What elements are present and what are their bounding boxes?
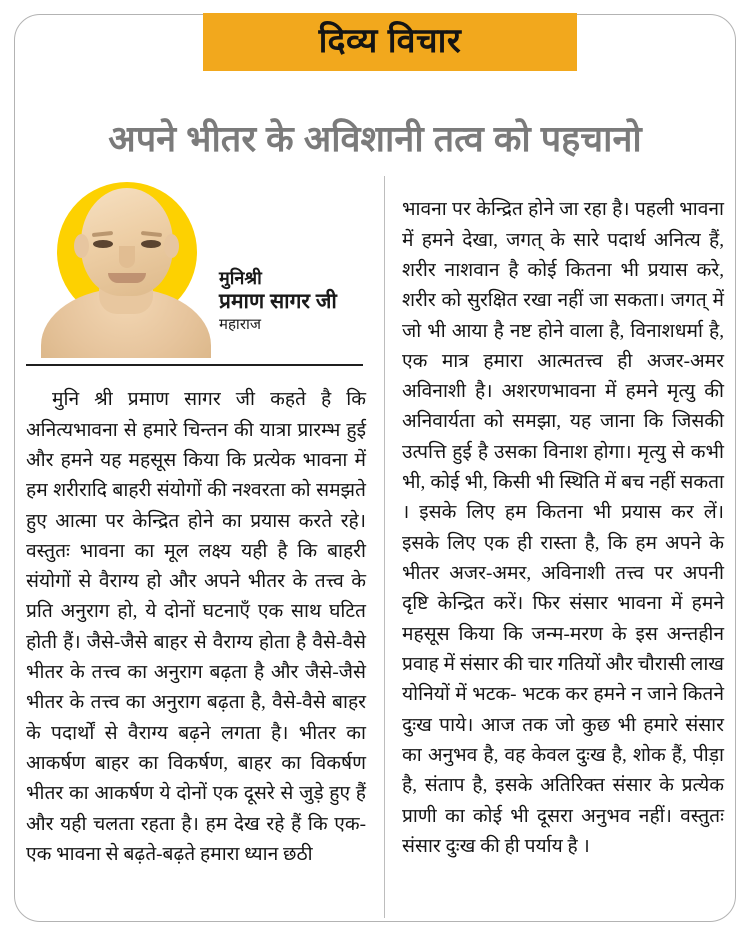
monk-figure bbox=[38, 176, 214, 358]
right-column bbox=[384, 176, 724, 918]
monk-ear-right bbox=[164, 234, 179, 258]
portrait-block bbox=[26, 176, 366, 358]
column-divider-rule bbox=[26, 364, 363, 366]
caption-honorific: मुनिश्री bbox=[219, 268, 262, 288]
article-columns bbox=[26, 176, 724, 918]
masthead-badge bbox=[203, 13, 577, 71]
page-title: अपने भीतर के अविशानी तत्व को पहचानो bbox=[108, 118, 642, 160]
monk-eye-left bbox=[93, 240, 113, 248]
monk-nose bbox=[119, 246, 135, 268]
masthead bbox=[0, 0, 750, 80]
article-body-right: भावना पर केन्द्रित होने जा रहा है। पहली भावना में हमने देखा, जगत् के सारे पदार्थ अनित्य हैं, शरीर नाशवान है कोई कितना भी प्रयास करे, शरीर को सुरक्षित रखा नहीं जा सकता। जगत् में जो भी आया है नष्ट होने वाला है, विनाशधर्मा है, एक मात्र हमारा आत्मतत्त्व ही अजर-अमर अविनाशी है। अशरणभावना में हमने मृत्यु की अनिवार्यता को समझा, यह जाना कि जिसकी उत्पत्ति हुई है उसका विनाश होगा। मृत्यु से कभी भी, कोई भी, किसी भी स्थिति में बच नहीं सकता । इसके लिए हम कितना भी प्रयास कर लें। इसके लिए एक ही रास्ता है, कि हम अपने के भीतर अजर-अमर, अविनाशी तत्त्व पर अपनी दृष्टि केन्द्रित करें। फिर संसार भावना में हमने महसूस किया कि जन्म-मरण के इस अन्तहीन प्रवाह में संसार की चार गतियों और चौरासी लाख योनियों में भटक- भटक कर हमने न जाने कितने दुःख पाये। आज तक जो कुछ भी हमारे संसार का अनुभव है, वह केवल दुःख है, शोक हैं, पीड़ा है, संताप है, इसके अतिरिक्त संसार के प्रत्येक प्राणी का कोई भी दूसरा अनुभव नहीं। वस्तुतः संसार दुःख की ही पर्याय है । bbox=[402, 199, 724, 858]
left-column bbox=[26, 176, 366, 918]
monk-ear-left bbox=[74, 234, 89, 258]
caption-name: प्रमाण सागर जी bbox=[219, 290, 337, 314]
article-body-left: मुनि श्री प्रमाण सागर जी कहते है कि अनित्यभावना से हमारे चिन्तन की यात्रा प्रारम्भ हुई और हमने यह महसूस किया कि प्रत्येक भावना में हम शरीरादि बाहरी संयोगों की नश्वरता को समझते हुए आत्मा पर केन्द्रित होने का प्रयास करते रहे। वस्तुतः भावना का मूल लक्ष्य यही है कि बाहरी संयोगों से वैराग्य हो और अपने भीतर के तत्त्व के प्रति अनुराग हो, ये दोनों घटनाएँ एक साथ घटित होती हैं। जैसे-जैसे बाहर से वैराग्य होता है वैसे-वैसे भीतर के तत्त्व का अनुराग बढ़ता है और जैसे-जैसे भीतर के तत्त्व का अनुराग बढ़ता है, वैसे-वैसे बाहर के पदार्थों से वैराग्य बढ़ने लगता है। भीतर का आकर्षण बाहर का विकर्षण, बाहर का विकर्षण भीतर का आकर्षण ये दोनों एक दूसरे से जुड़े हुए हैं और यही चलता रहता है। हम देख रहे हैं कि एक-एक भावना से बढ़ते-बढ़ते हमारा ध्यान छठी bbox=[26, 389, 366, 866]
monk-mouth bbox=[108, 273, 146, 283]
masthead-badge-label: दिव्य विचार bbox=[318, 22, 462, 60]
portrait-caption bbox=[219, 268, 369, 334]
caption-title: महाराज bbox=[219, 316, 261, 333]
monk-eye-right bbox=[141, 240, 161, 248]
monk-portrait-image bbox=[38, 176, 214, 358]
